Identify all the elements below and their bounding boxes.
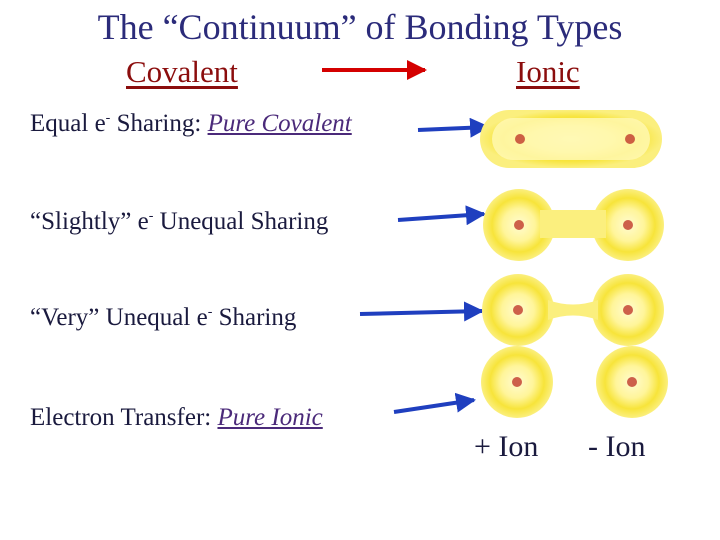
electron-cloud-very-unequal — [482, 274, 664, 346]
nucleus-right — [623, 305, 633, 315]
nucleus-right — [627, 377, 637, 387]
negative-ion-label: - Ion — [588, 430, 646, 463]
row-arrow — [418, 127, 488, 130]
covalent-header: Covalent — [126, 54, 238, 89]
nucleus-right — [623, 220, 633, 230]
row-arrow — [398, 214, 484, 220]
row-arrow — [360, 311, 482, 314]
page-title: The “Continuum” of Bonding Types — [97, 7, 623, 47]
nucleus-left — [512, 377, 522, 387]
row-label-pure-ionic: Electron Transfer: Pure Ionic — [30, 404, 323, 431]
electron-cloud-ionic — [481, 346, 668, 418]
row-label-very-unequal: “Very” Unequal e- Sharing — [30, 304, 297, 331]
nucleus-left — [513, 305, 523, 315]
nucleus-left — [515, 134, 525, 144]
row-label-pure-covalent: Equal e- Sharing: Pure Covalent — [30, 110, 352, 137]
row-label-slightly-unequal: “Slightly” e- Unequal Sharing — [30, 208, 329, 235]
positive-ion-label: + Ion — [474, 430, 539, 463]
electron-cloud-pure-covalent — [480, 110, 662, 168]
nucleus-right — [625, 134, 635, 144]
ionic-header: Ionic — [516, 54, 580, 89]
electron-cloud-slightly-unequal — [483, 189, 664, 261]
row-arrow — [394, 400, 474, 412]
nucleus-left — [514, 220, 524, 230]
